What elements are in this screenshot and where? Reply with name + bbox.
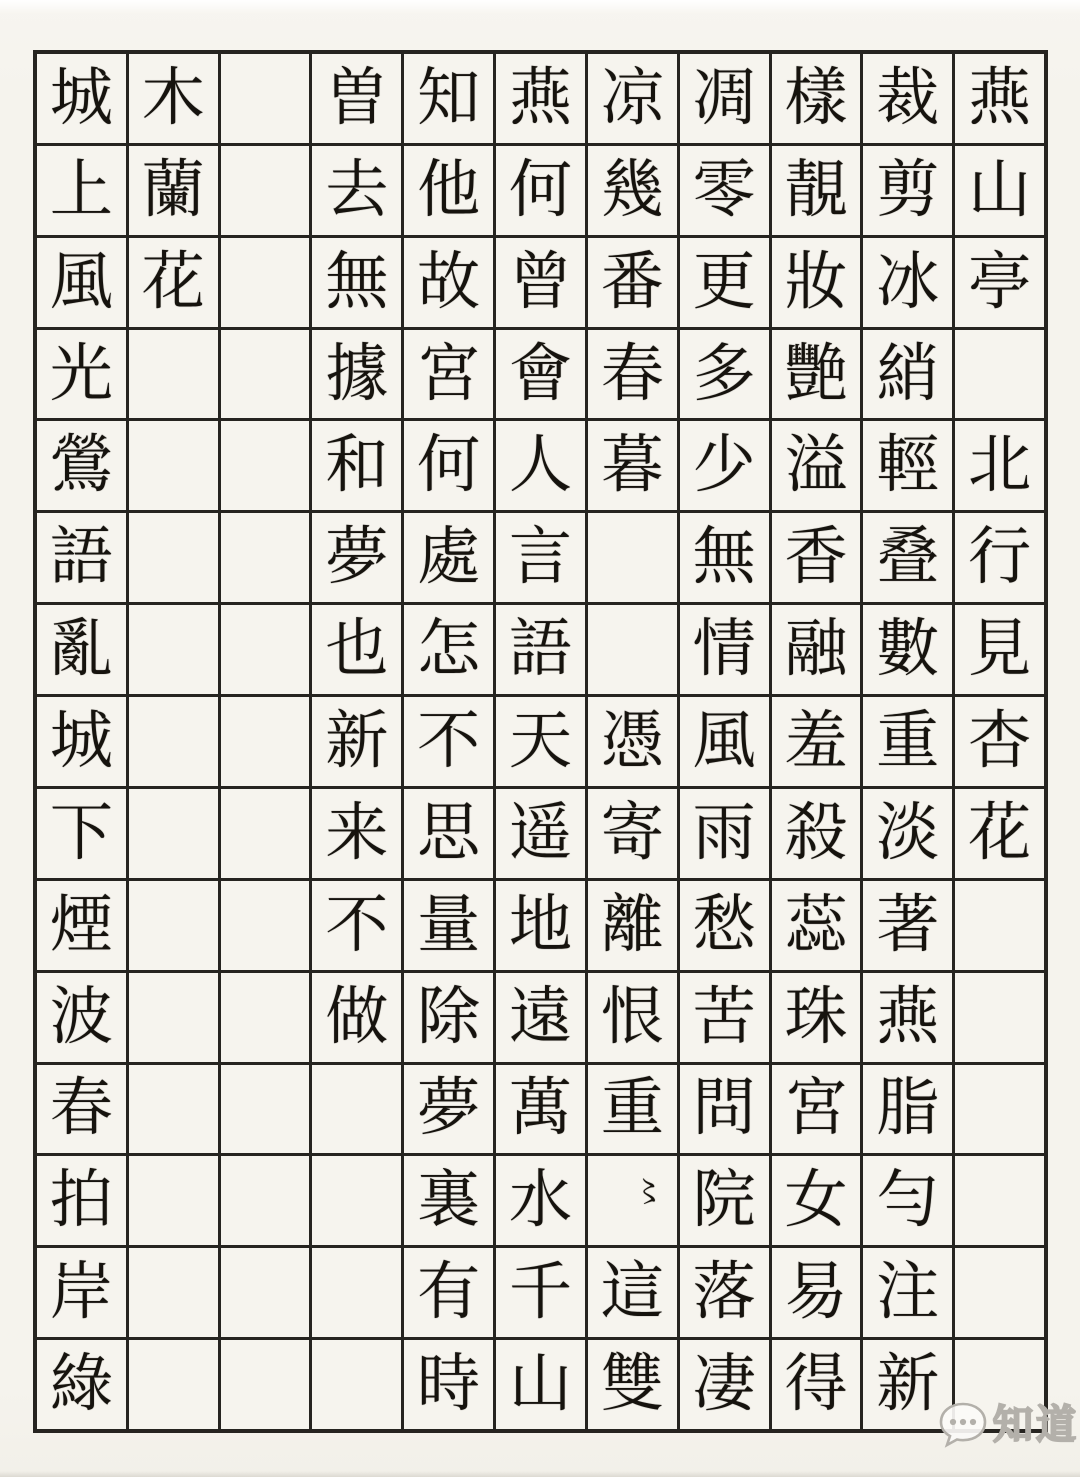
calligraphy-character: 冰 [876, 244, 940, 318]
calligraphy-character: 恨 [600, 979, 664, 1053]
grid-cell [496, 973, 585, 1062]
grid-cell [37, 513, 126, 602]
calligraphy-character: 知 [417, 60, 481, 134]
grid-cell [680, 881, 769, 970]
grid-cell [221, 146, 310, 235]
grid-cell [588, 605, 677, 694]
grid-cell [863, 330, 952, 419]
grid-cell [772, 54, 861, 143]
grid-cell [588, 54, 677, 143]
grid-cell [863, 1156, 952, 1245]
calligraphy-character: 和 [325, 428, 389, 502]
grid-cell [496, 789, 585, 878]
calligraphy-character: 光 [49, 336, 113, 410]
calligraphy-character: 水 [508, 1163, 572, 1237]
calligraphy-character: 院 [692, 1163, 756, 1237]
grid-cell [680, 330, 769, 419]
grid-cell [496, 54, 585, 143]
grid-cell [680, 973, 769, 1062]
calligraphy-character: 去 [325, 152, 389, 226]
grid-cell [863, 881, 952, 970]
grid-cell [863, 1248, 952, 1337]
calligraphy-character: 也 [325, 612, 389, 686]
grid-cell [588, 789, 677, 878]
grid-cell [404, 605, 493, 694]
grid-cell [772, 513, 861, 602]
grid-cell [496, 697, 585, 786]
grid-cell [221, 697, 310, 786]
grid-cell [955, 330, 1044, 419]
calligraphy-character: 離 [600, 887, 664, 961]
grid-cell [37, 789, 126, 878]
grid-cell [312, 1248, 401, 1337]
grid-cell [129, 330, 218, 419]
grid-cell [496, 605, 585, 694]
grid-cell [404, 54, 493, 143]
calligraphy-grid [33, 50, 1048, 1433]
grid-cell [772, 1065, 861, 1154]
calligraphy-character: 裏 [417, 1163, 481, 1237]
grid-cell [312, 146, 401, 235]
calligraphy-character: 曾 [508, 244, 572, 318]
grid-cell [129, 973, 218, 1062]
grid-cell [496, 1156, 585, 1245]
grid-cell [404, 330, 493, 419]
calligraphy-character: 凄 [692, 1347, 756, 1421]
calligraphy-character: 做 [325, 979, 389, 1053]
calligraphy-character: 落 [692, 1255, 756, 1329]
calligraphy-character: 無 [325, 244, 389, 318]
grid-cell [955, 146, 1044, 235]
grid-cell [863, 146, 952, 235]
grid-cell [312, 973, 401, 1062]
calligraphy-character: 見 [968, 612, 1032, 686]
calligraphy-character: 得 [784, 1347, 848, 1421]
grid-cell [955, 513, 1044, 602]
calligraphy-character: 零 [692, 152, 756, 226]
calligraphy-character: 山 [968, 152, 1032, 226]
grid-cell [496, 1248, 585, 1337]
calligraphy-character: 重 [600, 1071, 664, 1145]
grid-cell [496, 1065, 585, 1154]
grid-cell [404, 238, 493, 327]
grid-cell [955, 238, 1044, 327]
grid-cell [404, 1156, 493, 1245]
calligraphy-character: 雙 [600, 1347, 664, 1421]
calligraphy-character: 重 [876, 703, 940, 777]
grid-cell [863, 697, 952, 786]
calligraphy-character: 遠 [508, 979, 572, 1053]
calligraphy-character: 勻 [876, 1163, 940, 1237]
calligraphy-character: 他 [417, 152, 481, 226]
calligraphy-character: 春 [600, 336, 664, 410]
calligraphy-character: 千 [508, 1255, 572, 1329]
calligraphy-character: 天 [508, 703, 572, 777]
calligraphy-character: 據 [325, 336, 389, 410]
grid-cell [680, 1340, 769, 1429]
calligraphy-character: 幾 [600, 152, 664, 226]
grid-cell [588, 421, 677, 510]
watermark-text: 知道 [993, 1401, 1079, 1448]
grid-cell [404, 421, 493, 510]
grid-cell [404, 146, 493, 235]
grid-cell [772, 330, 861, 419]
grid-cell [221, 605, 310, 694]
grid-cell [863, 513, 952, 602]
calligraphy-character: 語 [49, 520, 113, 594]
calligraphy-character: 花 [968, 795, 1032, 869]
calligraphy-character: 煙 [49, 887, 113, 961]
calligraphy-character: 何 [508, 152, 572, 226]
calligraphy-character: 蘭 [141, 152, 205, 226]
grid-cell [312, 1340, 401, 1429]
calligraphy-character: 時 [417, 1347, 481, 1421]
calligraphy-character: 宮 [784, 1071, 848, 1145]
calligraphy-character: 凋 [692, 60, 756, 134]
grid-cell [37, 1156, 126, 1245]
grid-cell [221, 513, 310, 602]
calligraphy-character: 凉 [600, 60, 664, 134]
scan-bottom-edge [0, 1471, 1080, 1477]
grid-cell [37, 881, 126, 970]
calligraphy-character: 木 [141, 60, 205, 134]
grid-cell [37, 54, 126, 143]
calligraphy-character: 蕊 [784, 887, 848, 961]
grid-cell [863, 973, 952, 1062]
calligraphy-character: 不 [417, 703, 481, 777]
grid-cell [588, 513, 677, 602]
grid-cell [588, 238, 677, 327]
grid-cell [404, 1340, 493, 1429]
calligraphy-character: 多 [692, 336, 756, 410]
grid-cell [955, 789, 1044, 878]
grid-cell [129, 605, 218, 694]
calligraphy-character: 故 [417, 244, 481, 318]
calligraphy-character: 波 [49, 979, 113, 1053]
grid-cell [680, 238, 769, 327]
calligraphy-character: 寄 [600, 795, 664, 869]
calligraphy-character: 山 [508, 1347, 572, 1421]
grid-cell [129, 146, 218, 235]
calligraphy-character: 北 [968, 428, 1032, 502]
calligraphy-character: 羞 [784, 703, 848, 777]
calligraphy-character: 夢 [417, 1071, 481, 1145]
calligraphy-character: 言 [508, 520, 572, 594]
grid-cell [955, 421, 1044, 510]
grid-cell [221, 330, 310, 419]
grid-cell [863, 789, 952, 878]
grid-cell [680, 146, 769, 235]
calligraphy-character: 更 [692, 244, 756, 318]
grid-cell [496, 513, 585, 602]
grid-cell [312, 1156, 401, 1245]
grid-cell [863, 605, 952, 694]
calligraphy-character: 愁 [692, 887, 756, 961]
grid-cell [221, 238, 310, 327]
grid-cell [588, 1340, 677, 1429]
grid-cell [404, 697, 493, 786]
grid-cell [221, 1340, 310, 1429]
grid-cell [772, 238, 861, 327]
grid-cell [588, 973, 677, 1062]
grid-cell [680, 54, 769, 143]
calligraphy-character: 夢 [325, 520, 389, 594]
calligraphy-character: 語 [508, 612, 572, 686]
calligraphy-character: 怎 [417, 612, 481, 686]
calligraphy-character: 亂 [49, 612, 113, 686]
grid-cell [221, 789, 310, 878]
grid-cell [312, 605, 401, 694]
calligraphy-character: 數 [876, 612, 940, 686]
grid-cell [772, 146, 861, 235]
calligraphy-character: 情 [692, 612, 756, 686]
grid-cell [772, 421, 861, 510]
grid-cell [863, 1065, 952, 1154]
calligraphy-character: 女 [784, 1163, 848, 1237]
calligraphy-character: 曽 [325, 60, 389, 134]
grid-cell [312, 330, 401, 419]
calligraphy-character: 問 [692, 1071, 756, 1145]
grid-cell [221, 54, 310, 143]
grid-cell [772, 697, 861, 786]
grid-cell [772, 973, 861, 1062]
calligraphy-character: 暮 [600, 428, 664, 502]
grid-cell [955, 54, 1044, 143]
calligraphy-character: 風 [692, 703, 756, 777]
grid-cell [221, 1248, 310, 1337]
calligraphy-character: 這 [600, 1255, 664, 1329]
grid-cell [312, 513, 401, 602]
calligraphy-character: 行 [968, 520, 1032, 594]
grid-cell [955, 605, 1044, 694]
grid-cell [588, 1065, 677, 1154]
calligraphy-character: 春 [49, 1071, 113, 1145]
calligraphy-character: 来 [325, 795, 389, 869]
grid-cell [588, 330, 677, 419]
grid-cell [588, 146, 677, 235]
calligraphy-character: 燕 [968, 60, 1032, 134]
grid-cell [129, 1248, 218, 1337]
calligraphy-character: 少 [692, 428, 756, 502]
grid-cell [37, 605, 126, 694]
calligraphy-character: 思 [417, 795, 481, 869]
calligraphy-character: 不 [325, 887, 389, 961]
calligraphy-character: 雨 [692, 795, 756, 869]
grid-cell [772, 1248, 861, 1337]
grid-cell [221, 1156, 310, 1245]
calligraphy-character: 新 [876, 1347, 940, 1421]
grid-cell [772, 881, 861, 970]
chat-bubble-icon [936, 1400, 990, 1450]
calligraphy-character: 杏 [968, 703, 1032, 777]
repeat-mark-character: 〻 [633, 1174, 664, 1210]
calligraphy-character: 下 [49, 795, 113, 869]
grid-cell [221, 881, 310, 970]
grid-cell [772, 1340, 861, 1429]
grid-cell [680, 697, 769, 786]
calligraphy-character: 有 [417, 1255, 481, 1329]
calligraphy-character: 鶯 [49, 428, 113, 502]
calligraphy-character: 城 [49, 703, 113, 777]
grid-cell [496, 238, 585, 327]
grid-cell [863, 238, 952, 327]
calligraphy-character: 妝 [784, 244, 848, 318]
grid-cell [404, 1065, 493, 1154]
grid-cell [680, 789, 769, 878]
grid-cell [129, 881, 218, 970]
calligraphy-character: 燕 [508, 60, 572, 134]
grid-cell [37, 697, 126, 786]
calligraphy-character: 憑 [600, 703, 664, 777]
calligraphy-character: 叠 [876, 520, 940, 594]
scan-top-edge [0, 0, 1080, 14]
grid-cell [680, 421, 769, 510]
calligraphy-character: 香 [784, 520, 848, 594]
calligraphy-character: 殺 [784, 795, 848, 869]
grid-cell [221, 973, 310, 1062]
grid-cell [404, 1248, 493, 1337]
grid-cell [496, 421, 585, 510]
grid-cell [772, 1156, 861, 1245]
calligraphy-character: 除 [417, 979, 481, 1053]
calligraphy-character: 苦 [692, 979, 756, 1053]
calligraphy-character: 著 [876, 887, 940, 961]
calligraphy-character: 遥 [508, 795, 572, 869]
grid-cell [129, 1340, 218, 1429]
calligraphy-character: 脂 [876, 1071, 940, 1145]
calligraphy-character: 綃 [876, 336, 940, 410]
calligraphy-character: 處 [417, 520, 481, 594]
grid-cell [955, 881, 1044, 970]
grid-cell [312, 421, 401, 510]
calligraphy-character: 何 [417, 428, 481, 502]
grid-cell [863, 421, 952, 510]
grid-cell [37, 421, 126, 510]
grid-cell [588, 881, 677, 970]
calligraphy-character: 上 [49, 152, 113, 226]
grid-cell [37, 1065, 126, 1154]
calligraphy-character: 艷 [784, 336, 848, 410]
calligraphy-character: 靚 [784, 152, 848, 226]
grid-cell [588, 1156, 677, 1245]
grid-cell [129, 54, 218, 143]
grid-cell [680, 513, 769, 602]
calligraphy-character: 花 [141, 244, 205, 318]
calligraphy-character: 人 [508, 428, 572, 502]
grid-cell [37, 1248, 126, 1337]
grid-cell [37, 238, 126, 327]
calligraphy-character: 宮 [417, 336, 481, 410]
grid-cell [404, 789, 493, 878]
calligraphy-character: 剪 [876, 152, 940, 226]
calligraphy-character: 新 [325, 703, 389, 777]
grid-cell [496, 881, 585, 970]
grid-cell [680, 1156, 769, 1245]
grid-cell [955, 973, 1044, 1062]
grid-cell [312, 697, 401, 786]
grid-cell [312, 54, 401, 143]
calligraphy-character: 淡 [876, 795, 940, 869]
calligraphy-character: 萬 [508, 1071, 572, 1145]
grid-cell [129, 1065, 218, 1154]
grid-cell [37, 330, 126, 419]
grid-cell [37, 973, 126, 1062]
grid-cell [312, 238, 401, 327]
grid-cell [588, 697, 677, 786]
calligraphy-character: 燕 [876, 979, 940, 1053]
calligraphy-character: 珠 [784, 979, 848, 1053]
grid-cell [404, 513, 493, 602]
grid-cell [955, 697, 1044, 786]
calligraphy-character: 融 [784, 612, 848, 686]
grid-cell [496, 146, 585, 235]
grid-cell [496, 1340, 585, 1429]
calligraphy-character: 樣 [784, 60, 848, 134]
grid-cell [404, 973, 493, 1062]
calligraphy-character: 裁 [876, 60, 940, 134]
grid-cell [129, 513, 218, 602]
calligraphy-character: 地 [508, 887, 572, 961]
calligraphy-character: 注 [876, 1255, 940, 1329]
grid-cell [404, 881, 493, 970]
grid-cell [129, 789, 218, 878]
grid-cell [588, 1248, 677, 1337]
calligraphy-character: 城 [49, 60, 113, 134]
grid-cell [312, 1065, 401, 1154]
calligraphy-character: 溢 [784, 428, 848, 502]
grid-cell [772, 789, 861, 878]
grid-cell [129, 238, 218, 327]
calligraphy-character: 無 [692, 520, 756, 594]
calligraphy-character: 易 [784, 1255, 848, 1329]
calligraphy-character: 輕 [876, 428, 940, 502]
calligraphy-character: 番 [600, 244, 664, 318]
grid-cell [129, 421, 218, 510]
grid-cell [955, 1156, 1044, 1245]
grid-cell [129, 1156, 218, 1245]
calligraphy-character: 風 [49, 244, 113, 318]
grid-cell [129, 697, 218, 786]
grid-cell [863, 54, 952, 143]
calligraphy-character: 亭 [968, 244, 1032, 318]
calligraphy-character: 量 [417, 887, 481, 961]
grid-cell [680, 1065, 769, 1154]
grid-cell [312, 789, 401, 878]
grid-cell [221, 1065, 310, 1154]
grid-cell [772, 605, 861, 694]
grid-cell [37, 1340, 126, 1429]
grid-cell [312, 881, 401, 970]
calligraphy-character: 岸 [49, 1255, 113, 1329]
calligraphy-character: 綠 [49, 1347, 113, 1421]
calligraphy-character: 拍 [49, 1163, 113, 1237]
grid-cell [680, 1248, 769, 1337]
grid-cell [680, 605, 769, 694]
watermark [936, 1396, 1079, 1454]
grid-cell [221, 421, 310, 510]
calligraphy-character: 會 [508, 336, 572, 410]
grid-cell [37, 146, 126, 235]
grid-cell [955, 1065, 1044, 1154]
grid-cell [496, 330, 585, 419]
grid-cell [955, 1248, 1044, 1337]
